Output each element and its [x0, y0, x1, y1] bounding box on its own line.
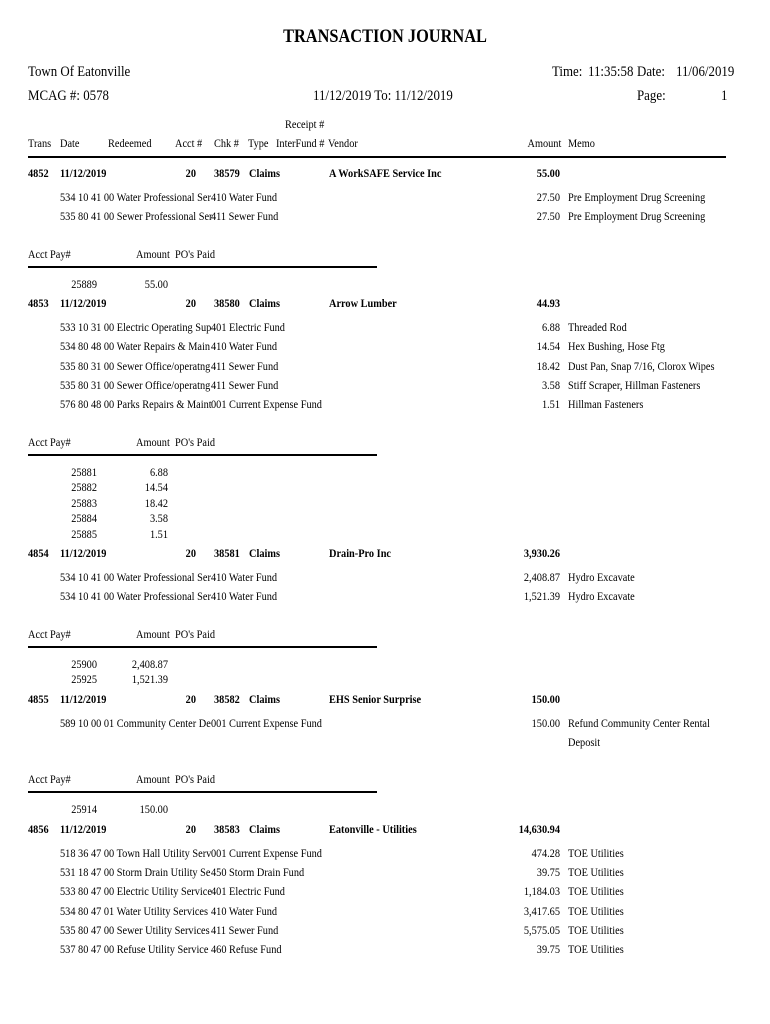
line-amount: 1.51: [541, 397, 560, 412]
line-memo: Hillman Fasteners: [568, 397, 644, 412]
line-account: 534 10 41 00 Water Professional Ser: [60, 589, 211, 604]
line-memo: Hydro Excavate: [568, 570, 635, 585]
check-number: 38580: [214, 296, 240, 311]
col-interfund: InterFund #: [276, 136, 325, 150]
report-title: TRANSACTION JOURNAL: [283, 26, 487, 47]
line-amount: 27.50: [536, 190, 560, 204]
acct-pay-number: 25883: [71, 495, 97, 510]
paid-amount: 2,408.87: [131, 656, 168, 671]
line-account: 535 80 47 00 Sewer Utility Services: [60, 923, 210, 937]
trans-acct: 20: [185, 296, 196, 311]
paid-rule: [28, 454, 377, 456]
trans-number: 4854: [28, 546, 49, 561]
report-date: 11/06/2019: [676, 64, 735, 80]
paid-amount: 3.58: [149, 511, 168, 526]
acct-pay-number: 25884: [71, 511, 97, 526]
line-memo: TOE Utilities: [568, 903, 624, 918]
acct-pay-number: 25885: [71, 526, 97, 541]
trans-type: Claims: [249, 821, 280, 836]
page-number: 1: [720, 88, 727, 104]
col-amount: Amount: [527, 136, 561, 150]
acct-pay-label: Acct Pay#: [28, 246, 71, 261]
line-amount: 1,184.03: [523, 884, 560, 899]
line-memo-cont: Deposit: [568, 735, 601, 749]
line-memo: TOE Utilities: [568, 845, 624, 860]
trans-amount: 14,630.94: [518, 821, 560, 836]
trans-type: Claims: [249, 546, 280, 561]
date-range: 11/12/2019 To: 11/12/2019: [313, 88, 453, 104]
line-amount: 39.75: [536, 942, 560, 957]
line-account: 534 80 47 01 Water Utility Services: [60, 903, 209, 918]
paid-amount-label: Amount: [136, 246, 170, 261]
paid-amount-label: Amount: [136, 626, 170, 641]
paid-amount-label: Amount: [136, 772, 170, 787]
line-account: 534 10 41 00 Water Professional Ser: [60, 570, 211, 585]
trans-acct: 20: [185, 166, 196, 180]
line-account: 518 36 47 00 Town Hall Utility Serv: [60, 845, 212, 860]
line-account: 576 80 48 00 Parks Repairs & Maint: [60, 397, 212, 412]
trans-type: Claims: [249, 166, 280, 180]
line-fund: 410 Water Fund: [211, 903, 278, 918]
entity-name: Town Of Eatonville: [28, 64, 131, 80]
line-fund: 410 Water Fund: [211, 570, 278, 585]
line-amount: 3,417.65: [523, 903, 560, 918]
paid-amount: 55.00: [144, 276, 168, 291]
trans-date: 11/12/2019: [60, 821, 107, 836]
trans-type: Claims: [249, 296, 280, 311]
acct-pay-number: 25882: [71, 480, 97, 495]
pos-paid-label: PO's Paid: [175, 434, 216, 449]
trans-date: 11/12/2019: [60, 691, 107, 706]
acct-pay-number: 25889: [71, 276, 97, 291]
line-account: 533 80 47 00 Electric Utility Service: [60, 884, 212, 899]
line-fund: 401 Electric Fund: [211, 320, 285, 335]
line-amount: 39.75: [536, 865, 560, 880]
paid-amount: 1.51: [149, 526, 168, 541]
line-memo: TOE Utilities: [568, 942, 624, 957]
vendor-name: Eatonville - Utilities: [329, 821, 417, 836]
col-acct: Acct #: [175, 136, 203, 150]
col-type: Type: [248, 136, 269, 150]
line-account: 533 10 31 00 Electric Operating Sup: [60, 320, 212, 335]
line-account: 531 18 47 00 Storm Drain Utility Se: [60, 865, 211, 880]
line-amount: 474.28: [531, 845, 560, 860]
trans-number: 4856: [28, 821, 49, 836]
line-account: 589 10 00 01 Community Center De: [60, 715, 211, 730]
trans-date: 11/12/2019: [60, 166, 107, 180]
acct-pay-number: 25900: [71, 656, 97, 671]
line-memo: Hydro Excavate: [568, 589, 635, 604]
trans-date: 11/12/2019: [60, 296, 107, 311]
paid-amount: 6.88: [149, 464, 168, 479]
paid-amount: 14.54: [144, 480, 168, 495]
line-amount: 2,408.87: [523, 570, 560, 585]
line-amount: 5,575.05: [523, 923, 560, 937]
col-redeemed: Redeemed: [108, 136, 152, 150]
line-fund: 460 Refuse Fund: [211, 942, 282, 957]
line-memo: Dust Pan, Snap 7/16, Clorox Wipes: [568, 358, 715, 373]
trans-amount: 3,930.26: [523, 546, 560, 561]
line-amount: 6.88: [541, 320, 560, 335]
line-fund: 410 Water Fund: [211, 190, 278, 204]
line-account: 535 80 41 00 Sewer Professional Ser: [60, 209, 213, 224]
vendor-name: Drain-Pro Inc: [329, 546, 392, 561]
line-memo: Stiff Scraper, Hillman Fasteners: [568, 378, 701, 392]
col-chk: Chk #: [214, 136, 239, 150]
paid-amount-label: Amount: [136, 434, 170, 449]
trans-acct: 20: [185, 691, 196, 706]
pos-paid-label: PO's Paid: [175, 246, 216, 261]
trans-amount: 44.93: [536, 296, 560, 311]
time-label: Time:: [552, 64, 583, 80]
line-memo: TOE Utilities: [568, 865, 624, 880]
line-memo: Pre Employment Drug Screening: [568, 209, 706, 224]
line-account: 537 80 47 00 Refuse Utility Service: [60, 942, 209, 957]
mcag-number: MCAG #: 0578: [28, 88, 110, 104]
paid-amount: 18.42: [144, 495, 168, 510]
col-receipt: Receipt #: [285, 117, 325, 131]
col-date: Date: [60, 136, 80, 150]
trans-amount: 55.00: [536, 166, 560, 180]
line-memo: TOE Utilities: [568, 884, 624, 899]
acct-pay-label: Acct Pay#: [28, 626, 71, 641]
trans-number: 4852: [28, 166, 49, 180]
acct-pay-number: 25925: [71, 672, 97, 687]
line-fund: 411 Sewer Fund: [211, 923, 279, 937]
vendor-name: EHS Senior Surprise: [329, 691, 422, 706]
line-memo: Hex Bushing, Hose Ftg: [568, 339, 665, 354]
line-amount: 1,521.39: [523, 589, 560, 604]
line-amount: 3.58: [541, 378, 560, 392]
pos-paid-label: PO's Paid: [175, 772, 216, 787]
trans-acct: 20: [185, 821, 196, 836]
trans-acct: 20: [185, 546, 196, 561]
check-number: 38581: [214, 546, 240, 561]
line-fund: 410 Water Fund: [211, 589, 278, 604]
acct-pay-number: 25914: [71, 802, 97, 817]
line-account: 535 80 31 00 Sewer Office/operatng: [60, 358, 211, 373]
trans-date: 11/12/2019: [60, 546, 107, 561]
line-memo: Pre Employment Drug Screening: [568, 190, 706, 204]
line-fund: 401 Electric Fund: [211, 884, 285, 899]
trans-number: 4855: [28, 691, 49, 706]
paid-rule: [28, 266, 377, 268]
col-vendor: Vendor: [328, 136, 358, 150]
line-account: 534 10 41 00 Water Professional Ser: [60, 190, 211, 204]
line-amount: 18.42: [536, 358, 560, 373]
report-time: 11:35:58: [588, 64, 634, 80]
pos-paid-label: PO's Paid: [175, 626, 216, 641]
line-amount: 150.00: [531, 715, 560, 730]
paid-rule: [28, 791, 377, 793]
col-trans: Trans: [28, 136, 52, 150]
line-fund: 001 Current Expense Fund: [211, 845, 322, 860]
line-memo: Refund Community Center Rental: [568, 715, 710, 730]
date-label: Date:: [637, 64, 665, 80]
vendor-name: Arrow Lumber: [329, 296, 397, 311]
line-memo: Threaded Rod: [568, 320, 627, 335]
trans-number: 4853: [28, 296, 49, 311]
line-fund: 411 Sewer Fund: [211, 358, 279, 373]
check-number: 38583: [214, 821, 240, 836]
acct-pay-label: Acct Pay#: [28, 772, 71, 787]
acct-pay-number: 25881: [71, 464, 97, 479]
check-number: 38579: [214, 166, 240, 180]
line-memo: TOE Utilities: [568, 923, 624, 937]
line-account: 535 80 31 00 Sewer Office/operatng: [60, 378, 211, 392]
acct-pay-label: Acct Pay#: [28, 434, 71, 449]
line-amount: 14.54: [536, 339, 560, 354]
page-label: Page:: [637, 88, 666, 104]
trans-amount: 150.00: [531, 691, 560, 706]
line-fund: 410 Water Fund: [211, 339, 278, 354]
line-fund: 411 Sewer Fund: [211, 209, 279, 224]
check-number: 38582: [214, 691, 240, 706]
line-fund: 411 Sewer Fund: [211, 378, 279, 392]
line-fund: 450 Storm Drain Fund: [211, 865, 305, 880]
paid-rule: [28, 646, 377, 648]
col-memo: Memo: [568, 136, 595, 150]
line-amount: 27.50: [536, 209, 560, 224]
paid-amount: 1,521.39: [131, 672, 168, 687]
paid-amount: 150.00: [139, 802, 168, 817]
line-account: 534 80 48 00 Water Repairs & Main: [60, 339, 211, 354]
trans-type: Claims: [249, 691, 280, 706]
vendor-name: A WorkSAFE Service Inc: [329, 166, 442, 180]
header-rule: [28, 156, 726, 158]
line-fund: 001 Current Expense Fund: [211, 397, 322, 412]
line-fund: 001 Current Expense Fund: [211, 715, 322, 730]
